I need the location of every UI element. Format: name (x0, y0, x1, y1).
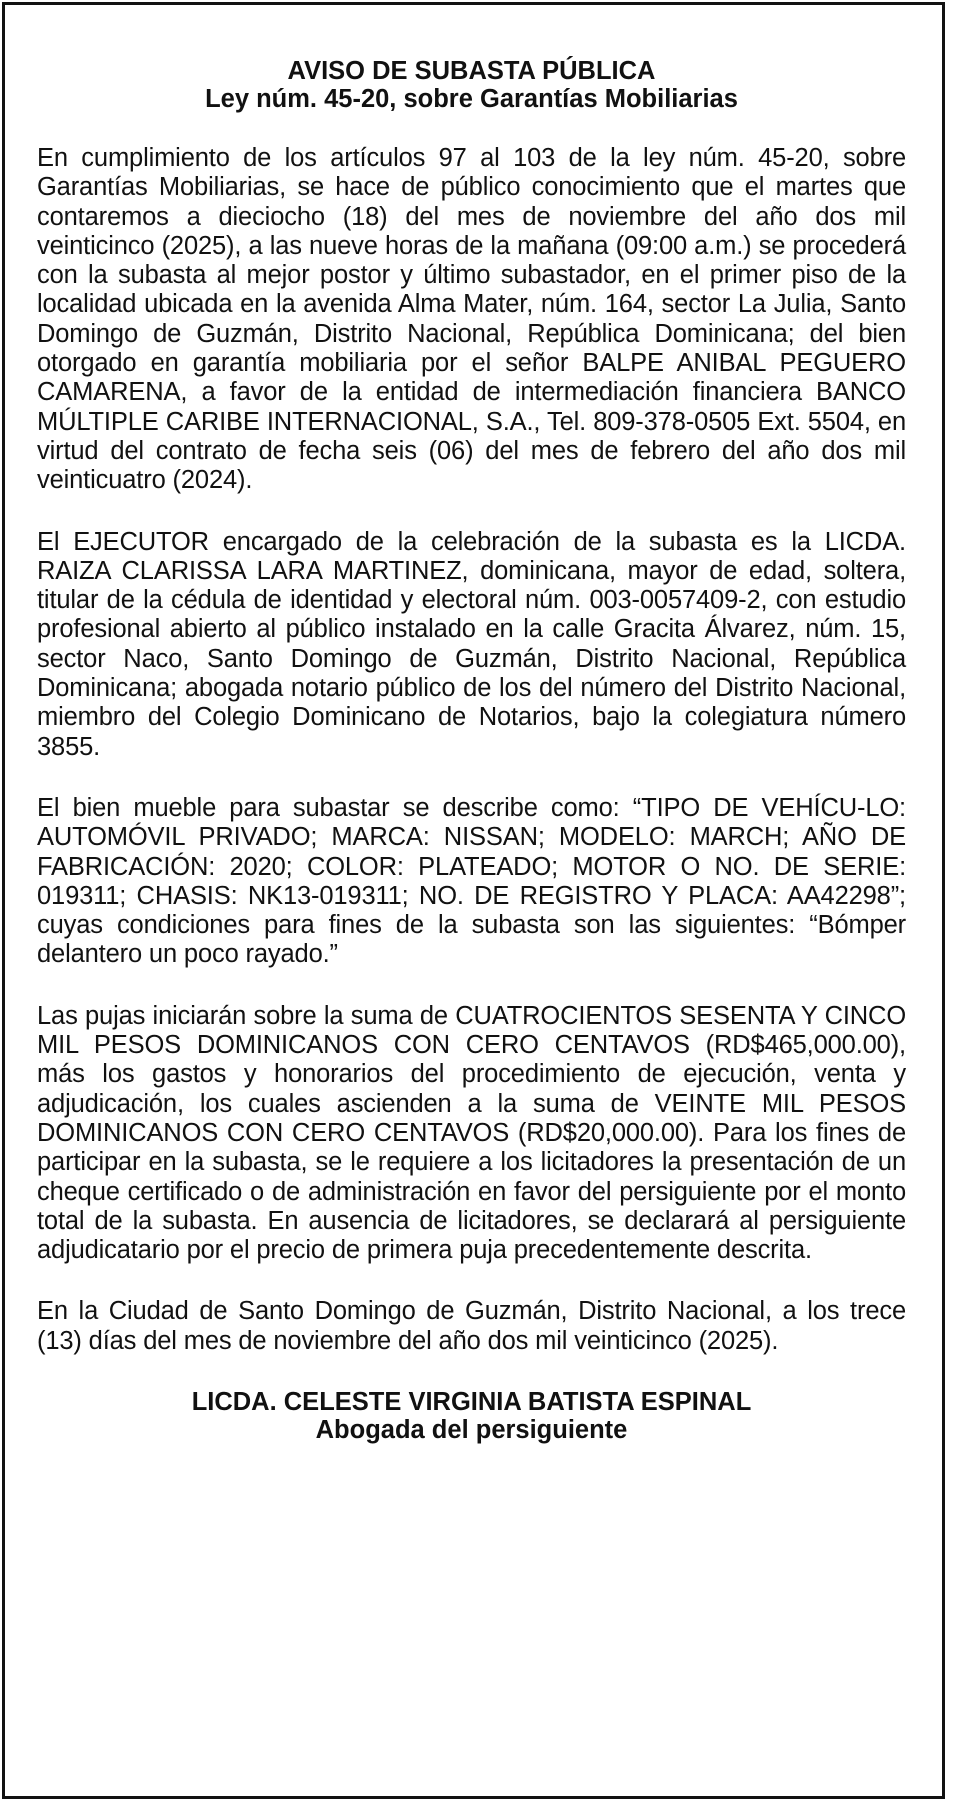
paragraph-executor: El EJECUTOR encargado de la celebración de la subasta es la LICDA. RAIZA CLARISSA LARA MARTINEZ, dominicana, mayor de edad, soltera, titular de la cédula de identidad y electoral núm. 003-0057409-2, con estudio profesional abierto al público instalado en la calle Gracita Álvarez, núm. 15, sector Naco, Santo Domingo de Guzmán, Distrito Nacional, República Dominicana; abogada notario público de los del número del Distrito Nacional, miembro del Colegio Dominicano de Notarios, bajo la colegiatura número 3855. (37, 527, 906, 761)
paragraph-vehicle-description: El bien mueble para subastar se describe como: “TIPO DE VEHÍCU-LO: AUTOMÓVIL PRIVADO; MARCA: NISSAN; MODELO: MARCH; AÑO DE FABRICACIÓN: 2020; COLOR: PLATEADO; MOTOR O NO. DE SERIE: 019311; CHASIS: NK13-019311; NO. DE REGISTRO Y PLACA: AA42298”; cuyas condiciones para fines de la subasta son las siguientes: “Bómper delantero un poco rayado.” (37, 793, 906, 969)
notice-subtitle: Ley núm. 45-20, sobre Garantías Mobiliarias (205, 85, 738, 113)
signature-name: LICDA. CELESTE VIRGINIA BATISTA ESPINAL (191, 1387, 752, 1416)
paragraph-auction-details: En cumplimiento de los artículos 97 al 103 de la ley núm. 45-20, sobre Garantías Mobiliarias, se hace de público conocimiento que el martes que contaremos a dieciocho (18) del mes de noviembre del año dos mil veinticinco (2025), a las nueve horas de la mañana (09:00 a.m.) se procederá con la subasta al mejor postor y último subastador, en el primer piso de la localidad ubicada en la avenida Alma Mater, núm. 164, sector La Julia, Santo Domingo de Guzmán, Distrito Nacional, República Dominicana; del bien otorgado en garantía mobiliaria por el señor BALPE ANIBAL PEGUERO CAMARENA, a favor de la entidad de intermediación financiera BANCO MÚLTIPLE CARIBE INTERNACIONAL, S.A., Tel. 809-378-0505 Ext. 5504, en virtud del contrato de fecha seis (06) del mes de febrero del año dos mil veinticuatro (2024). (37, 144, 906, 495)
notice-title: AVISO DE SUBASTA PÚBLICA (287, 57, 656, 85)
paragraph-place-date: En la Ciudad de Santo Domingo de Guzmán, Distrito Nacional, a los trece (13) días del mes de noviembre del año dos mil veinticinco (2025). (37, 1297, 906, 1355)
signature-role: Abogada del persiguiente (315, 1415, 628, 1444)
notice-header (37, 57, 906, 113)
signature-block (37, 1388, 906, 1444)
paragraph-bidding-terms: Las pujas iniciarán sobre la suma de CUATROCIENTOS SESENTA Y CINCO MIL PESOS DOMINICANOS CON CERO CENTAVOS (RD$465,000.00), más los gastos y honorarios del procedimiento de ejecución, venta y adjudicación, los cuales ascienden a la suma de VEINTE MIL PESOS DOMINICANOS CON CERO CENTAVOS (RD$20,000.00). Para los fines de participar en la subasta, se le requiere a los licitadores la presentación de un cheque certificado o de administración en favor del persiguiente por el monto total de la subasta. En ausencia de licitadores, se declarará al persiguiente adjudicatario por el precio de primera puja precedentemente descrita. (37, 1001, 906, 1265)
auction-notice (2, 2, 945, 1799)
